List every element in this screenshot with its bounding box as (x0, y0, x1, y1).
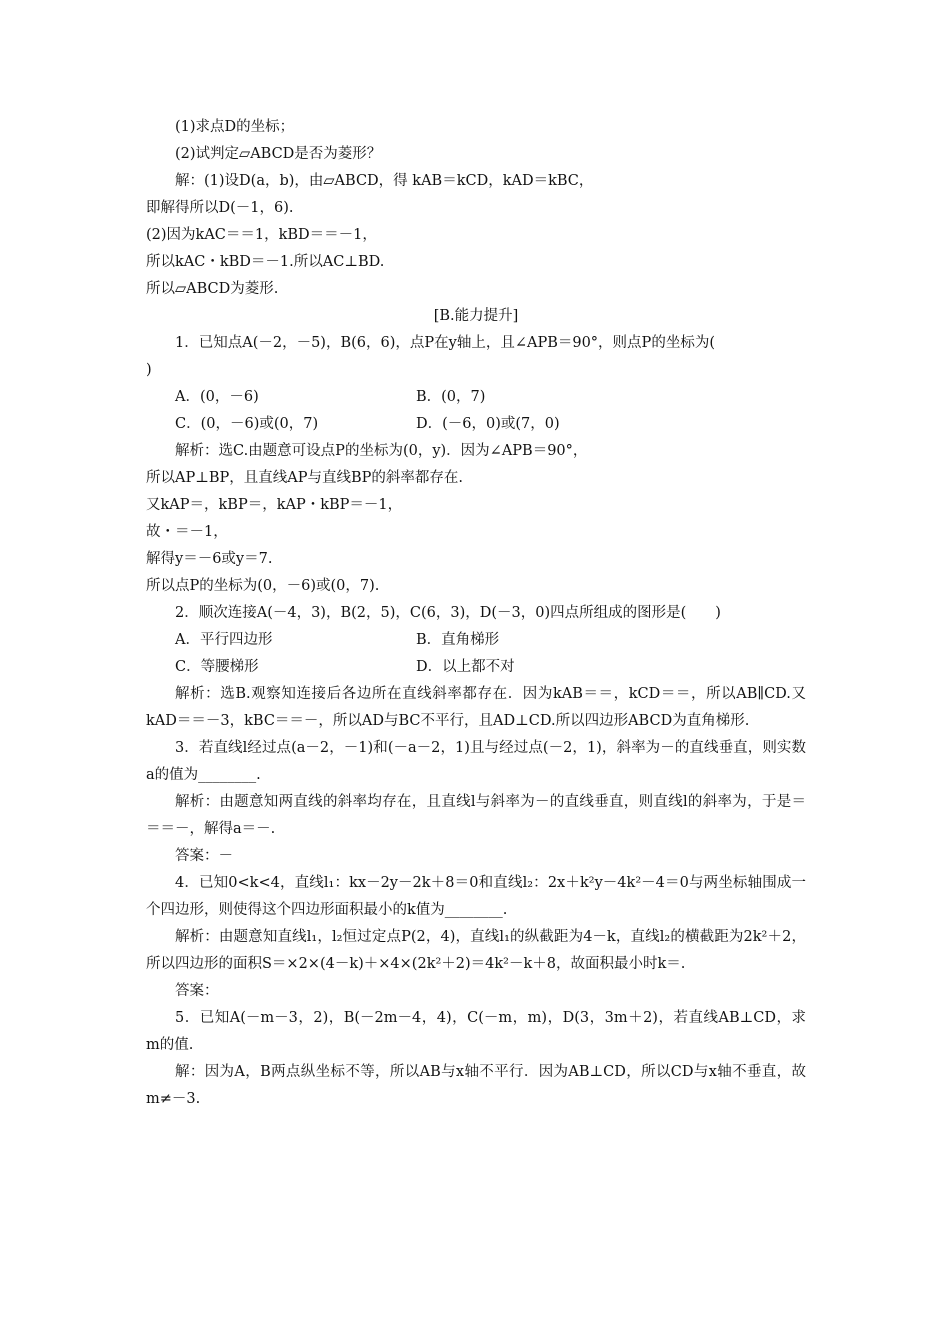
solution-line: 所以kAC・kBD＝－1.所以AC⊥BD. (146, 254, 385, 270)
option-d: D．以上都不对 (416, 659, 515, 675)
problem-1-options-row (146, 411, 806, 438)
solution-line: 即解得所以D(－1，6). (146, 200, 294, 216)
option-b: B．直角梯形 (416, 632, 500, 648)
option-b: B．(0，7) (416, 389, 486, 405)
problem-1-options-row (146, 384, 806, 411)
problem-4-analysis: 解析：由题意知直线l₁，l₂恒过定点P(2，4)，直线l₁的纵截距为4－k，直线l₂的横截距为2k²＋2，所以四边形的面积S＝×2×(4－k)＋×4×(2k²＋2)＝4k²－k＋8，故面积最小时k＝. (146, 929, 806, 972)
option-c: C．(0，－6)或(0，7) (175, 416, 319, 432)
analysis-line: 故・＝－1， (146, 524, 228, 540)
question-part-2: (2)试判定▱ABCD是否为菱形？ (175, 146, 382, 162)
analysis-line: 解析：选C.由题意可设点P的坐标为(0，y)．因为∠APB＝90°， (175, 443, 588, 459)
problem-2-analysis: 解析：选B.观察知连接后各边所在直线斜率都存在．因为kAB＝＝，kCD＝＝，所以AB∥CD.又kAD＝＝－3，kBC＝＝－，所以AD与BC不平行，且AD⊥CD.所以四边形ABCD为直角梯形. (146, 686, 806, 729)
problem-2-options-row (146, 654, 806, 681)
problem-4-stem: 4．已知0<k<4，直线l₁：kx－2y－2k＋8＝0和直线l₂：2x＋k²y－4k²－4＝0与两坐标轴围成一个四边形，则使得这个四边形面积最小的k值为________. (146, 875, 806, 918)
problem-4-answer: 答案： (175, 983, 219, 999)
option-d: D．(－6，0)或(7，0) (416, 416, 560, 432)
problem-1-stem: 1．已知点A(－2，－5)，B(6，6)，点P在y轴上，且∠APB＝90°，则点P的坐标为( (175, 335, 715, 351)
question-part-1: (1)求点D的坐标； (175, 119, 295, 135)
option-a: A．平行四边形 (175, 632, 273, 648)
problem-5-stem: 5．已知A(－m－3，2)，B(－2m－4，4)，C(－m，m)，D(3，3m＋2)，若直线AB⊥CD，求m的值. (146, 1010, 806, 1053)
solution-line: (2)因为kAC＝＝1，kBD＝＝－1， (146, 227, 377, 243)
problem-3-answer: 答案：－ (175, 848, 233, 864)
analysis-line: 解得y＝－6或y＝7. (146, 551, 273, 567)
problem-5-solution: 解：因为A，B两点纵坐标不等，所以AB与x轴不平行．因为AB⊥CD，所以CD与x轴不垂直，故m≠－3. (146, 1064, 806, 1107)
analysis-line: 所以AP⊥BP，且直线AP与直线BP的斜率都存在. (146, 470, 464, 486)
solution-line: 所以▱ABCD为菱形. (146, 281, 279, 297)
problem-2-stem: 2．顺次连接A(－4，3)，B(2，5)，C(6，3)，D(－3，0)四点所组成的图形是( ) (175, 605, 721, 621)
problem-2-options-row (146, 627, 806, 654)
option-a: A．(0，－6) (175, 389, 259, 405)
option-c: C．等腰梯形 (175, 659, 259, 675)
solution-line: 解：(1)设D(a，b)，由▱ABCD，得 kAB＝kCD，kAD＝kBC， (175, 173, 594, 189)
problem-3-stem: 3．若直线l经过点(a－2，－1)和(－a－2，1)且与经过点(－2，1)，斜率为－的直线垂直，则实数a的值为________. (146, 740, 806, 783)
problem-3-analysis: 解析：由题意知两直线的斜率均存在，且直线l与斜率为－的直线垂直，则直线l的斜率为，于是＝＝＝－，解得a＝－. (146, 794, 806, 837)
document-page (146, 114, 806, 1113)
problem-1-stem-end: ) (146, 362, 152, 378)
analysis-line: 所以点P的坐标为(0，－6)或(0，7). (146, 578, 380, 594)
section-title: [B.能力提升] (433, 308, 519, 324)
analysis-line: 又kAP＝，kBP＝，kAP・kBP＝－1， (146, 497, 403, 513)
